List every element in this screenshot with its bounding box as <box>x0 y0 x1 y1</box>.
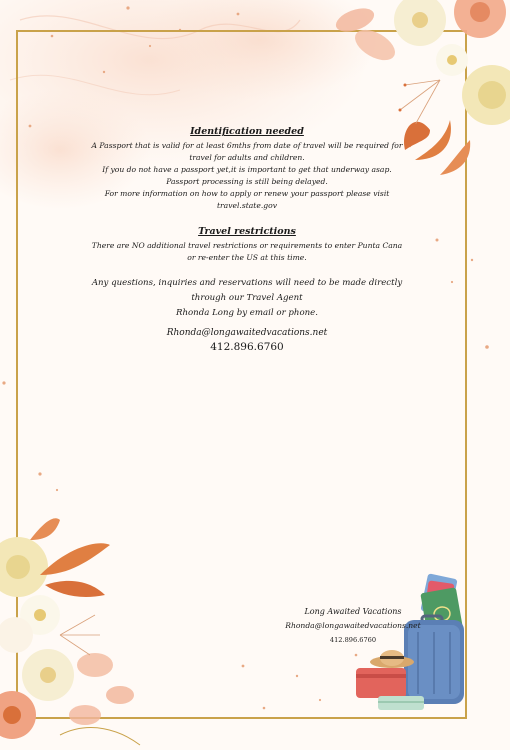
contact-email[interactable]: Rhonda@longawaitedvacations.net <box>166 328 328 338</box>
footer-company: Long Awaited Vacations <box>304 607 402 616</box>
floral-bottom-left <box>0 515 150 750</box>
restrictions-line: There are NO additional travel restrictions or requirements to enter Punta Cana <box>91 241 403 250</box>
restrictions-line: or re-enter the US at this time. <box>187 253 307 262</box>
footer-email[interactable]: Rhonda@longawaitedvacations.net <box>285 621 421 630</box>
questions-line: Any questions, inquiries and reservations will need to be made directly <box>91 278 403 288</box>
restrictions-heading: Travel restrictions <box>198 226 296 237</box>
questions-line: Rhonda Long by email or phone. <box>176 308 318 318</box>
identification-section <box>60 126 434 212</box>
questions-line: through our Travel Agent <box>191 293 303 303</box>
identification-heading: Identification needed <box>190 126 304 137</box>
footer-signature <box>278 605 428 647</box>
identification-link[interactable]: travel.state.gov <box>217 201 277 210</box>
identification-line: If you do not have a passport yet,it is important to get that underway asap. <box>102 165 392 174</box>
identification-line: Passport processing is still being delayed. <box>166 177 328 186</box>
contact-section <box>60 327 434 354</box>
contact-phone[interactable]: 412.896.6760 <box>210 341 284 353</box>
identification-line: For more information on how to apply or renew your passport please visit <box>104 189 390 198</box>
footer-phone[interactable]: 412.896.6760 <box>329 636 377 644</box>
questions-section <box>60 276 434 321</box>
restrictions-section <box>60 226 434 264</box>
identification-line: A Passport that is valid for at least 6mths from date of travel will be required for <box>91 141 403 150</box>
identification-line: travel for adults and children. <box>189 153 305 162</box>
